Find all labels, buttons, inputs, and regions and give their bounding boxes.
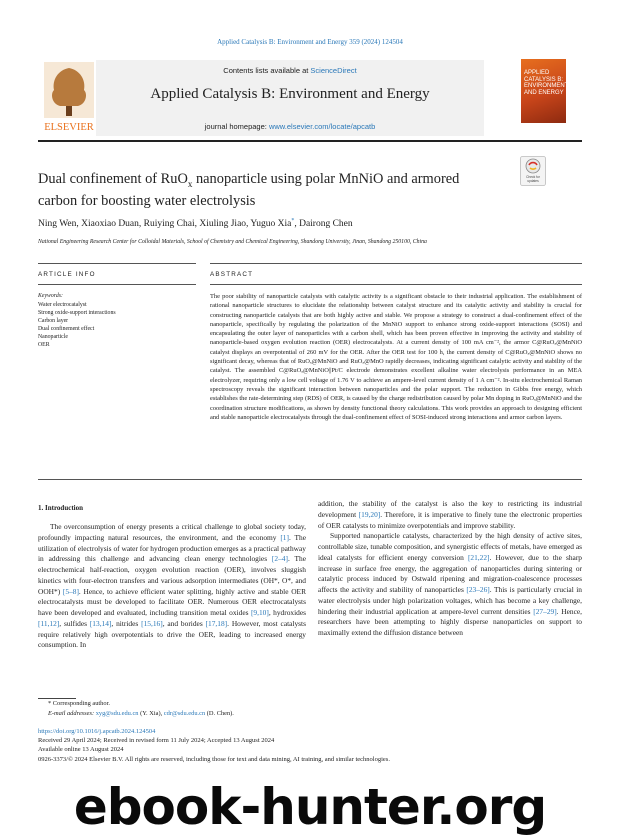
doi-link[interactable]: https://doi.org/10.1016/j.apcatb.2024.124504 [38,728,156,735]
email-link[interactable]: xyg@sdu.edu.cn [95,710,139,717]
keyword: Nanoparticle [38,334,68,340]
citation-link[interactable]: [5–8] [62,586,79,596]
article-info-top-rule [38,263,196,264]
affiliation: National Engineering Research Center for Colloidal Materials, School of Chemistry and Chemical Engineering, Shandong University, Jinan, Shandong 250100, China [38,239,427,245]
watermark: ebook-hunter.org [73,778,547,836]
keyword: OER [38,342,50,348]
keywords-label: Keywords: [38,293,63,299]
corresponding-author-marker[interactable]: * [291,218,295,224]
left-column: The overconsumption of energy presents a critical challenge to global society today, profoundly impacting natural resources, the environment, and the economy [1]. The utilization of electrolysis of water for hydrogen production emerges as a practical pathway in addressing this challenge and advancing clean energy technologies [2–4]. The electrochemical half-reaction, oxygen evolution reaction (OER), involves sluggish kinetics with four-electron transfers and various adsorption intermediates (OH*, O*, and OOH*) [5–8]. Hence, to achieve efficient water splitting, highly active and stable OER electrocatalysts must be developed to facilitate OER. Numerous OER electrocatalysts have been developed and evaluated, including transition metal oxides [9,10], hydroxides [11,12], sulfides [13,14], nitrides [15,16], and borides [17,18]. However, most catalysts require relatively high overpotentials to drive the OER, leading to increased energy consumption. In [38,522,306,650]
sciencedirect-link[interactable]: ScienceDirect [310,66,357,75]
author-list: Ning Wen, Xiaoxiao Duan, Ruiying Chai, Xiuling Jiao, Yuguo Xia*, Dairong Chen [38,218,353,230]
keyword: Water electrocatalyst [38,302,87,308]
svg-text:Check for: Check for [526,175,540,179]
citation-link[interactable]: [23–26] [466,585,490,594]
citation-link[interactable]: [9,10] [250,608,269,617]
corresponding-author-note: * Corresponding author. [48,700,110,707]
citation-link[interactable]: [19,20] [358,509,381,519]
right-column: addition, the stability of the catalyst is also the key to restricting its industrial development [19,20]. Therefore, it is imperative to finely tune the electronic properties of OER catalysts to minimize overpotentials and improve stability. Supported nanoparticle catalysts, characterized by the high density of active sites, controllable size, tunable composition, and synergistic effects of metals, have emerged as ideal catalysts for efficient energy conversion [21,22]. However, due to the sharp increase in surface free energy, the aggregation of nanoparticles during sintering or catalytic process induced by Ostwald ripening and migration-coalescence processes affects the activity and stability of nanoparticles [23–26]. This is particularly crucial in water electrolysis under high polarization voltages, which has become a key challenge, hindering their industrial application at ampere-level current densities [27–29]. Hence, researchers have been attempting to highly disperse nanoparticles on support to maximally extend the diffusion distance between [318,499,583,637]
journal-header [38,60,569,136]
check-for-updates-icon[interactable] [520,156,546,186]
abstract-bottom-rule [38,479,582,480]
citation-link[interactable]: [17,18] [205,618,228,628]
online-date: Available online 13 August 2024 [38,746,124,754]
citation-link[interactable]: [27–29] [533,606,557,616]
article-info-heading: ARTICLE INFO [38,271,96,278]
introduction-heading: 1. Introduction [38,504,83,512]
article-info-mid-rule [38,284,196,285]
svg-text:updates: updates [527,179,539,183]
abstract-top-rule [210,263,582,264]
keyword: Strong oxide-support interactions [38,310,116,316]
abstract-heading: ABSTRACT [210,271,254,278]
received-dates: Received 29 April 2024; Received in revised form 11 July 2024; Accepted 13 August 2024 [38,737,275,745]
svg-text:ELSEVIER: ELSEVIER [44,122,94,133]
keywords-list [38,301,116,349]
citation-link[interactable]: [21,22] [467,552,490,562]
journal-cover-text: APPLIED CATALYSIS B: ENVIRONMENT AND ENERGY [524,70,569,96]
citation-link[interactable]: [11,12] [38,618,60,628]
keyword: Carbon layer [38,318,69,324]
citation-link[interactable]: [2–4] [271,554,288,564]
journal-citation-link[interactable]: Applied Catalysis B: Environment and Energy 359 (2024) 124504 [217,38,403,46]
citation-link[interactable]: [13,14] [89,618,112,628]
copyright-notice: 0926-3373/© 2024 Elsevier B.V. All rights are reserved, including those for text and data mining, AI training, and similar technologies. [38,755,390,763]
footnote [48,699,234,719]
email-line: E-mail addresses: xyg@sdu.edu.cn (Y. Xia), cdr@sdu.edu.cn (D. Chen). [48,710,234,717]
email-link[interactable]: cdr@sdu.edu.cn [163,710,206,717]
elsevier-logo [38,60,98,136]
journal-title: Applied Catalysis B: Environment and Energy [150,86,430,102]
citation-link[interactable]: [1] [280,532,289,542]
citation-link[interactable]: [15,16] [141,618,163,628]
article-title: Dual confinement of RuO$_x$ nanoparticle using polar MnNiO and armored carbon for boosting water electrolysis [38,171,460,209]
publication-info [38,727,390,764]
abstract-text: The poor stability of nanoparticle catalysts with catalytic activity is a significant obstacle to their industrial application. The establishment of rational nanoparticle structures to elucidate the relationship between catalyst structure and its catalytic activity and stability is crucial for constructing nanoparticle catalysts that are both highly active and stable. We propose a strategy to construct a dual-confinement effect of the nanoparticle, specifically by regulating the polarization of the MnNiO support to enhance strong oxide-support interactions (SOSI) and encapsulating the outer layer of nanoparticles with a carbon shell, which has been proven effective in improving the activity and stability of nanoparticle-based oxygen evolution reaction (OER) electrocatalysts. At a current density of 100 mA cm⁻², the armor C@RuOₓ@MnNiO catalyst displays an overpotential of 260 mV for the OER. After the OER test for 100 h, the current density of C@RuOₓ@MnNiO shows no significant decay, whereas that of RuOₓ@MnNiO and RuOₓ@MnO rapidly decreases, indicating significant catalytic activity and stability of the catalyst. The assembled C@RuOₓ@MnNiO||Pt/C electrode demonstrates excellent alkaline water electrolysis performance in an MEA electrolyzer, requiring only a low cell voltage of 1.76 V to achieve an ampere-level current density of 1 A cm⁻². In-situ electrochemical Raman spectroscopy reveals the significant interaction between nanoparticles and the polar support. The reduction in Gibbs free energy, which establishes the rate-determining step (RDS) of OER, is caused by the charge redistribution caused by polar Mn doping in RuOₓ@MnNiO and the coordination structure modifications, as shown by density functional theory calculations. This work provides an approach to designing efficient and stable nanoparticle electrocatalysts through the dual-confinement effect of SOSI-induced strong interactions and armor carbon layers. [210,293,582,421]
homepage-line: journal homepage: www.elsevier.com/locate/apcatb [204,122,376,131]
contents-line: Contents lists available at ScienceDirect [223,66,357,75]
abstract-mid-rule [210,284,582,285]
keyword: Dual confinement effect [38,326,95,332]
header-divider [38,140,582,142]
journal-homepage-link[interactable]: www.elsevier.com/locate/apcatb [268,122,376,131]
